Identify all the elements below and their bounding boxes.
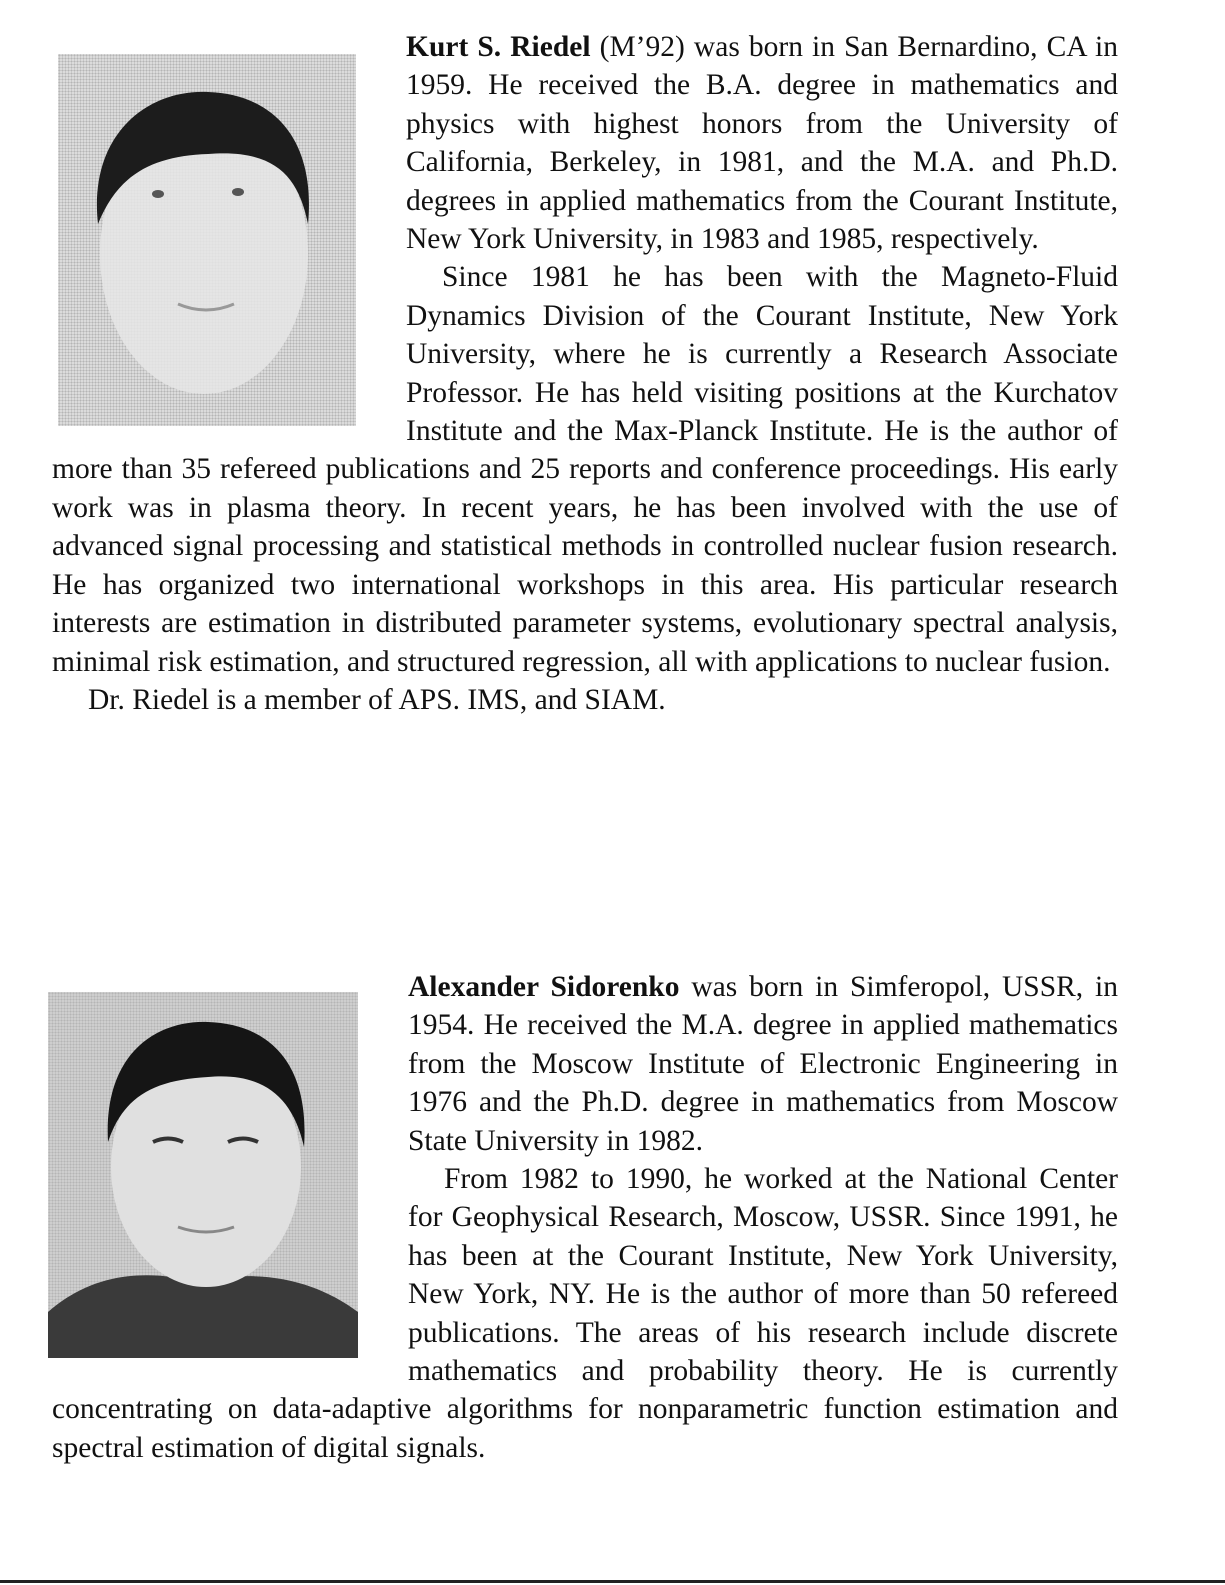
author-name: Kurt S. Riedel: [406, 31, 591, 63]
bio-paragraph: From 1982 to 1990, he worked at the National Center for Geophysical Research, Moscow, USSR. Since 1991, he has been at the Courant Institute, New York University, New York, NY. He is the author of more than 50 refereed publications. The areas of his research include discrete mathematics and probability theory. He is currently concentrating on data-adaptive algorithms for nonparametric function estimation and spectral estimation of digital signals.: [52, 1163, 1118, 1464]
bio-paragraph: (M’92) was born in San Bernardino, CA in 1959. He received the B.A. degree in mathematics and physics with highest honors from the University of California, Berkeley, in 1981, and the M.A. and Ph.D. degrees in applied mathematics from the Courant Institute, New York University, in 1983 and 1985, respectively.: [406, 31, 1118, 256]
author-photo-sidorenko: [48, 992, 358, 1358]
author-bio-sidorenko: [52, 968, 1118, 1467]
portrait-figure: [58, 54, 356, 426]
portrait-figure: [48, 992, 358, 1358]
author-name: Alexander Sidorenko: [408, 971, 680, 1003]
author-bio-riedel: [52, 28, 1118, 719]
bio-paragraph: was born in Simferopol, USSR, in 1954. He received the M.A. degree in applied mathematics from the Moscow Institute of Electronic Engineering in 1976 and the Ph.D. degree in mathematics from Moscow State University in 1982.: [408, 971, 1118, 1157]
bio-paragraph: Since 1981 he has been with the Magneto-Fluid Dynamics Division of the Courant Institute, New York University, where he is currently a Research Associate Professor. He has held visiting positions at the Kurchatov Institute and the Max-Planck Institute. He is the author of more than 35 refereed publications and 25 reports and conference proceedings. His early work was in plasma theory. In recent years, he has been involved with the use of advanced signal processing and statistical methods in controlled nuclear fusion research. He has organized two international workshops in this area. His particular research interests are estimation in distributed parameter systems, evolutionary spectral analysis, minimal risk estimation, and structured regression, all with applications to nuclear fusion.: [52, 261, 1118, 678]
bio-paragraph: Dr. Riedel is a member of APS. IMS, and SIAM.: [88, 683, 666, 716]
page-bottom-rule: [0, 1580, 1225, 1583]
author-photo-riedel: [58, 54, 356, 426]
